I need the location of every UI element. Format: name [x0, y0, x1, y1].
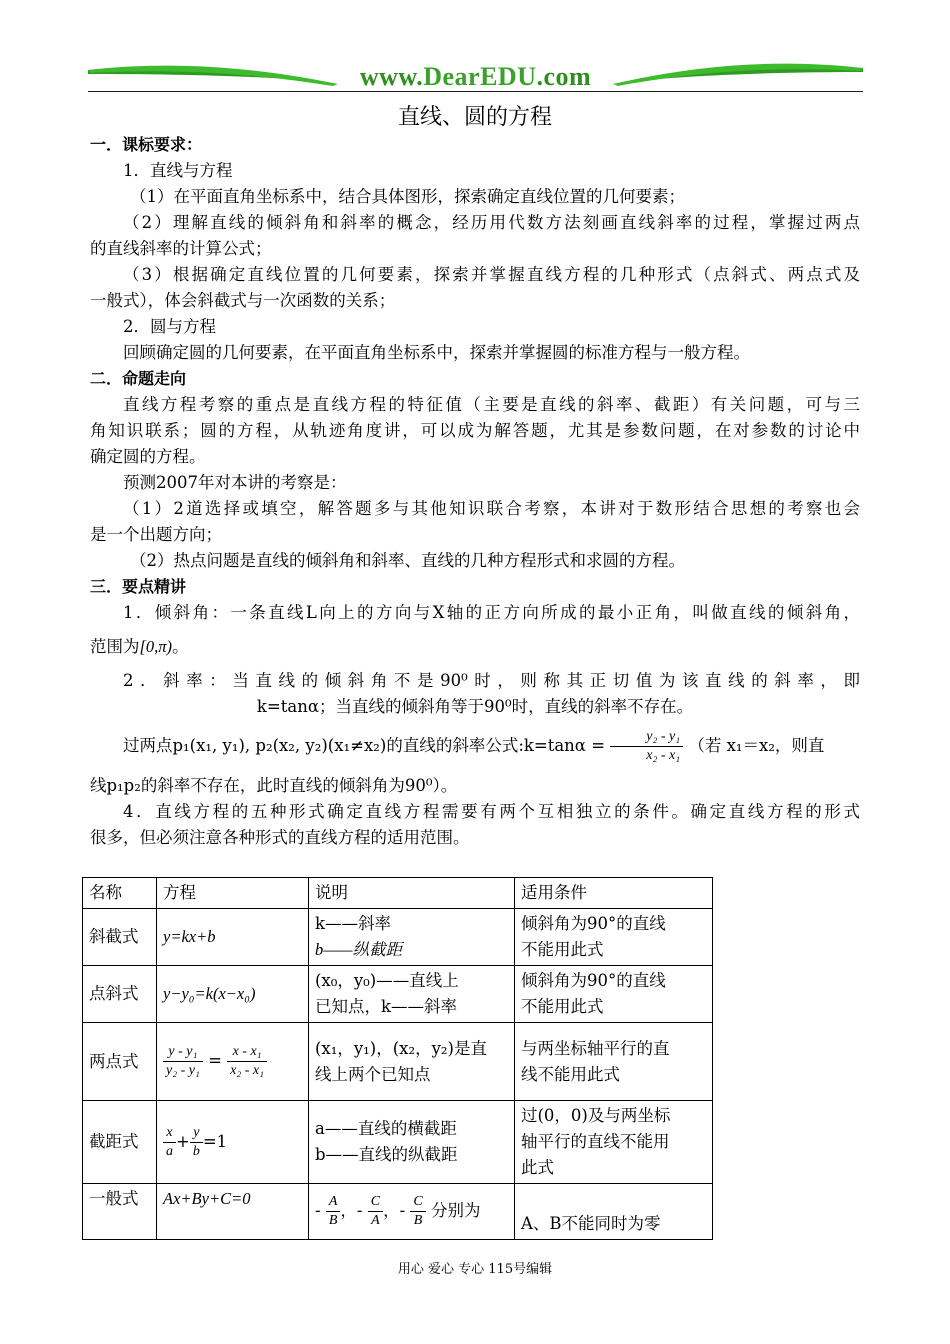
page-title: 直线、圆的方程 [397, 105, 552, 130]
s3-p1a: 1．倾斜角：一条直线L向上的方向与X轴的正方向所成的最小正角，叫做直线的倾斜角， [123, 603, 860, 622]
intercept-x-fraction: $\frac{x}{a}$ [163, 1124, 176, 1161]
section2-heading: 二．命题走向 [90, 369, 187, 388]
form-description: (x₁，y₁)，(x₂，y₂)是直 线上两个已知点 [309, 1023, 515, 1101]
form-equation: Ax+By+C=0 [157, 1184, 309, 1240]
two-point-lhs-fraction: $\frac{\text{y - y₁}}{\text{y₂ - y₁}}$ [163, 1043, 203, 1080]
form-name: 两点式 [83, 1023, 157, 1101]
s2-p3b: 是一个出题方向； [90, 525, 222, 544]
form-description: a——直线的横截距 b——直线的纵截距 [309, 1101, 515, 1184]
s1-sub2: 2．圆与方程 [123, 317, 216, 336]
intercept-y-fraction: $\frac{y}{b}$ [190, 1124, 203, 1161]
general-fraction-3: $\frac{C}{B}$ [410, 1193, 425, 1230]
document-body [90, 132, 860, 851]
site-brand: www.DearEDU.com [359, 62, 592, 91]
s3-p1b: 范围为[0,π)。 [90, 637, 189, 656]
section3-heading: 三．要点精讲 [90, 577, 187, 596]
s1-p1: （1）在平面直角坐标系中，结合具体图形，探索确定直线位置的几何要素； [130, 187, 685, 206]
s2-p4: （2）热点问题是直线的倾斜角和斜率、直线的几种方程形式和求圆的方程。 [130, 551, 685, 570]
form-name: 点斜式 [83, 966, 157, 1023]
form-equation: $\frac{x}{a}$ + $\frac{y}{b}$ =1 [157, 1101, 309, 1184]
line-equation-forms-table [82, 877, 713, 1240]
s2-p1a: 直线方程考察的重点是直线方程的特征值（主要是直线的斜率、截距）有关问题，可与三 [123, 395, 860, 414]
form-condition: 倾斜角为90°的直线 不能用此式 [515, 966, 713, 1023]
form-equation: y=kx+b [157, 909, 309, 966]
form-equation: $\frac{\text{y - y₁}}{\text{y₂ - y₁}}$ = $\frac{\text{x - x₁}}{\text{x₂ - x₁}}$ [157, 1023, 309, 1101]
s2-p2: 预测2007年对本讲的考察是： [123, 473, 347, 492]
table-header: 适用条件 [515, 878, 713, 909]
general-fraction-1: $\frac{A}{B}$ [326, 1193, 341, 1230]
s1-p4: 回顾确定圆的几何要素，在平面直角坐标系中，探索并掌握圆的标准方程与一般方程。 [123, 343, 750, 362]
form-condition: 倾斜角为90°的直线 不能用此式 [515, 909, 713, 966]
table-header: 说明 [309, 878, 515, 909]
table-row [83, 966, 713, 1023]
form-condition: A、B不能同时为零 [515, 1184, 713, 1240]
site-banner [88, 58, 863, 94]
form-name: 一般式 [83, 1184, 157, 1240]
header-rule [88, 91, 863, 92]
table-header-row [83, 878, 713, 909]
s2-p1b: 角知识联系；圆的方程，从轨迹角度讲，可以成为解答题，尤其是参数问题，在对参数的讨论中 [90, 421, 860, 440]
form-name: 斜截式 [83, 909, 157, 966]
s1-p2a: （2）理解直线的倾斜角和斜率的概念，经历用代数方法刻画直线斜率的过程，掌握过两点 [123, 213, 860, 232]
s3-p4: 线p₁p₂的斜率不存在，此时直线的倾斜角为90⁰）。 [90, 776, 458, 795]
s1-p2b: 的直线斜率的计算公式； [90, 239, 272, 258]
s3-p2b: k=tanα；当直线的倾斜角等于90⁰时，直线的斜率不存在。 [256, 697, 694, 716]
s3-p5a: 4．直线方程的五种形式确定直线方程需要有两个互相独立的条件。确定直线方程的形式 [123, 802, 860, 821]
s3-p2a: 2．斜率：当直线的倾斜角不是90⁰时，则称其正切值为该直线的斜率，即 [123, 671, 860, 690]
form-equation: y−y₀=k(x−x₀) [157, 966, 309, 1023]
table-row [83, 1184, 713, 1240]
form-condition: 过(0，0)及与两坐标 轴平行的直线不能用 此式 [515, 1101, 713, 1184]
s1-p3a: （3）根据确定直线位置的几何要素，探索并掌握直线方程的几种形式（点斜式、两点式及 [123, 265, 860, 284]
form-condition: 与两坐标轴平行的直 线不能用此式 [515, 1023, 713, 1101]
two-point-rhs-fraction: $\frac{\text{x - x₁}}{\text{x₂ - x₁}}$ [227, 1043, 267, 1080]
page-footer: 用心 爱心 专心 115号编辑 [397, 1262, 553, 1277]
table-header: 名称 [83, 878, 157, 909]
section1-heading: 一．课标要求： [90, 135, 203, 154]
s2-p3a: （1）2道选择或填空，解答题多与其他知识联合考察，本讲对于数形结合思想的考察也会 [123, 499, 860, 518]
slope-fraction: $\frac{\text{y₂ - y₁}}{\text{x₂ - x₁}}$ [610, 728, 683, 765]
form-description: (x₀，y₀)——直线上 已知点，k——斜率 [309, 966, 515, 1023]
table-row [83, 1023, 713, 1101]
form-name: 截距式 [83, 1101, 157, 1184]
table-row [83, 909, 713, 966]
table-row [83, 1101, 713, 1184]
s3-p3: 过两点p₁(x₁, y₁), p₂(x₂, y₂)(x₁≠x₂)的直线的斜率公式:k=tanα = $\frac{\text{y₂ - y₁}}{\text{x₂ - x₁}}$ （若 x₁＝x₂，则直 [123, 729, 825, 763]
form-description: - $\frac{A}{B}$ ，- $\frac{C}{A}$ ，- $\frac{C}{B}$ 分别为 [309, 1184, 515, 1240]
s1-p3b: 一般式），体会斜截式与一次函数的关系； [90, 291, 396, 310]
form-description: k——斜率 b——纵截距 [309, 909, 515, 966]
general-fraction-2: $\frac{C}{A}$ [368, 1193, 383, 1230]
s2-p1c: 确定圆的方程。 [90, 447, 206, 466]
table-header: 方程 [157, 878, 309, 909]
range-interval: [0,π) [139, 637, 173, 656]
s3-p5b: 很多，但必须注意各种形式的直线方程的适用范围。 [90, 828, 470, 847]
s1-sub1: 1．直线与方程 [123, 161, 233, 180]
